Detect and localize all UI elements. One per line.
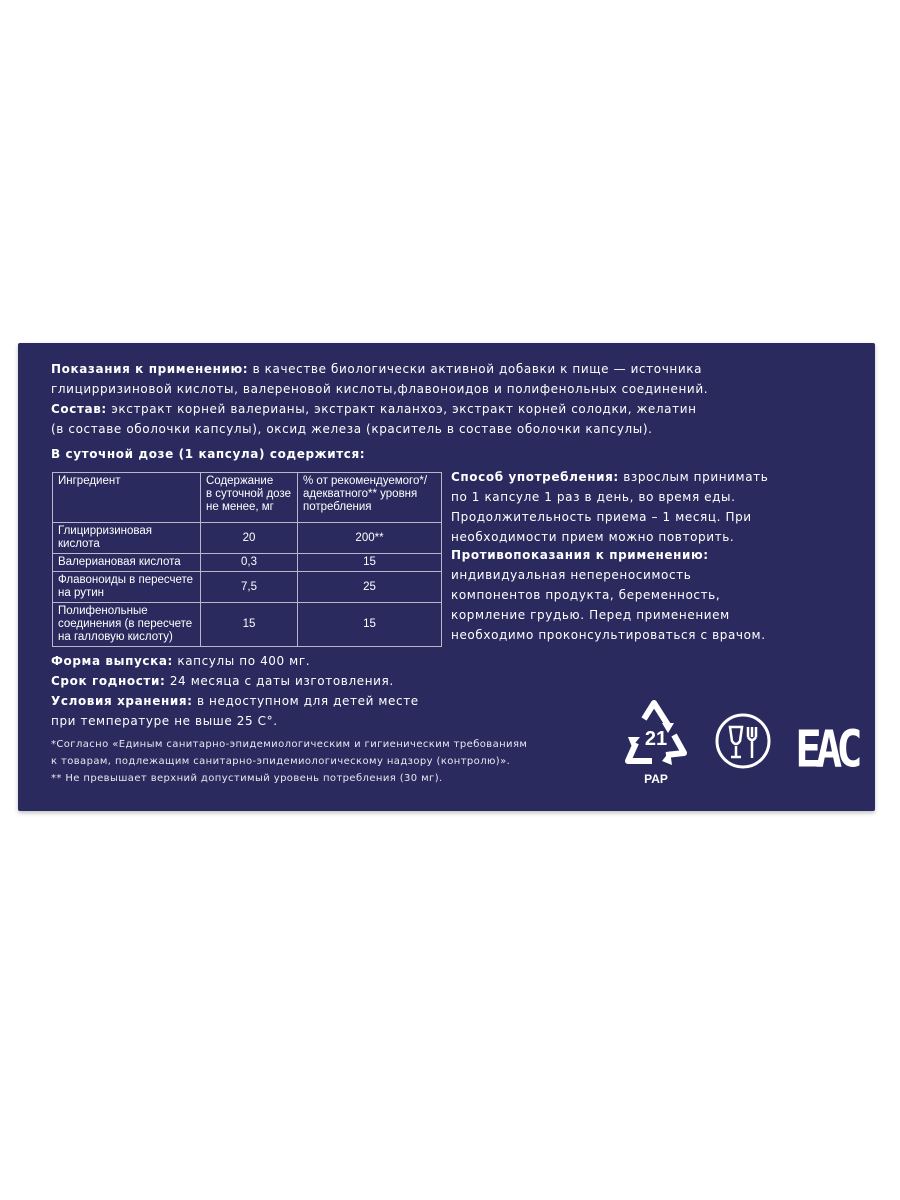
shelf-life-label: Срок годности: <box>51 674 166 688</box>
table-header-row <box>53 473 442 523</box>
footnote-1: *Согласно «Единым санитарно-эпидемиологическим и гигиеническим требованиям <box>51 739 528 750</box>
ingredient-line: на галловую кислоту) <box>58 631 173 643</box>
indications-text: в качестве биологически активной добавки к пище — источника <box>252 362 703 376</box>
eac-mark: EAC <box>795 720 857 780</box>
release-form-value: капсулы по 400 мг. <box>177 654 311 668</box>
table-cell-ingredient: Глицирризиновая кислота <box>53 523 201 554</box>
usage-text: взрослым принимать <box>623 470 769 484</box>
composition-line-1 <box>51 399 697 419</box>
product-info-panel <box>18 343 875 811</box>
usage-line-4: необходимости прием можно повторить. <box>451 530 735 544</box>
contraindications-line-3: кормление грудью. Перед применением <box>451 608 730 622</box>
daily-dose-title: В суточной дозе (1 капсула) содержится: <box>51 447 366 461</box>
header-amount-line: не менее, мг <box>206 501 274 513</box>
table-row <box>53 554 442 572</box>
contraindications-line-4: необходимо проконсультироваться с врачом. <box>451 628 766 642</box>
usage-line-2: по 1 капсуле 1 раз в день, во время еды. <box>451 490 736 504</box>
composition-line-2: (в составе оболочки капсулы), оксид железа (краситель в составе оболочки капсулы). <box>51 422 653 436</box>
ingredient-line: Полифенольные <box>58 605 148 617</box>
food-safe-icon <box>717 715 769 767</box>
table-cell-ingredient: Валериановая кислота <box>53 554 201 572</box>
shelf-life <box>51 671 394 691</box>
header-percent-line: % от рекомендуемого*/ <box>303 475 428 487</box>
release-form-label: Форма выпуска: <box>51 654 173 668</box>
footnote-1-cont: к товарам, подлежащим санитарно-эпидемиологическому надзору (контролю)». <box>51 756 511 767</box>
header-percent-line: потребления <box>303 501 372 513</box>
recycle-code: PAP <box>644 772 668 786</box>
indications-label: Показания к применению: <box>51 362 249 376</box>
contraindications-line-1: индивидуальная непереносимость <box>451 568 692 582</box>
table-cell-ingredient <box>53 603 201 647</box>
table-row <box>53 523 442 554</box>
usage-label: Способ употребления: <box>451 470 619 484</box>
table-cell-percent: 200** <box>298 523 442 554</box>
table-header-percent <box>298 473 442 523</box>
header-amount-line: Содержание <box>206 475 274 487</box>
table-cell-amount: 15 <box>201 603 298 647</box>
composition-text: экстракт корней валерианы, экстракт каланхоэ, экстракт корней солодки, желатин <box>111 402 697 416</box>
table-header-ingredient: Ингредиент <box>53 473 201 523</box>
shelf-life-value: 24 месяца с даты изготовления. <box>169 674 394 688</box>
table-cell-percent: 15 <box>298 603 442 647</box>
indications-line-2: глицирризиновой кислоты, валереновой кислоты,флавоноидов и полифенольных соединений. <box>51 382 709 396</box>
nutrient-table <box>52 472 442 647</box>
contraindications-label: Противопоказания к применению: <box>451 548 709 562</box>
table-cell-amount: 0,3 <box>201 554 298 572</box>
storage-label: Условия хранения: <box>51 694 193 708</box>
table-header-amount <box>201 473 298 523</box>
recycle-number: 21 <box>644 728 668 750</box>
release-form <box>51 651 310 671</box>
footnote-2: ** Не превышает верхний допустимый уровень потребления (30 мг). <box>51 773 443 784</box>
usage-line-1 <box>451 467 768 487</box>
header-amount-line: в суточной дозе <box>206 488 291 500</box>
usage-line-3: Продолжительность приема – 1 месяц. При <box>451 510 752 524</box>
table-cell-percent: 25 <box>298 572 442 603</box>
header-percent-line: адекватного** уровня <box>303 488 418 500</box>
composition-label: Состав: <box>51 402 107 416</box>
contraindications-line-2: компонентов продукта, беременность, <box>451 588 721 602</box>
table-cell-ingredient <box>53 572 201 603</box>
certification-icons <box>618 701 857 795</box>
table-cell-amount: 20 <box>201 523 298 554</box>
table-row <box>53 603 442 647</box>
table-cell-percent: 15 <box>298 554 442 572</box>
ingredient-line: Флавоноиды в пересчете <box>58 574 194 586</box>
storage-text: в недоступном для детей месте <box>196 694 419 708</box>
ingredient-line: соединения (в пересчете <box>58 618 193 630</box>
storage-line-2: при температуре не выше 25 С°. <box>51 714 278 728</box>
table-row <box>53 572 442 603</box>
storage-line-1 <box>51 691 419 711</box>
ingredient-line: на рутин <box>58 587 104 599</box>
indications-line-1 <box>51 359 702 379</box>
table-cell-amount: 7,5 <box>201 572 298 603</box>
